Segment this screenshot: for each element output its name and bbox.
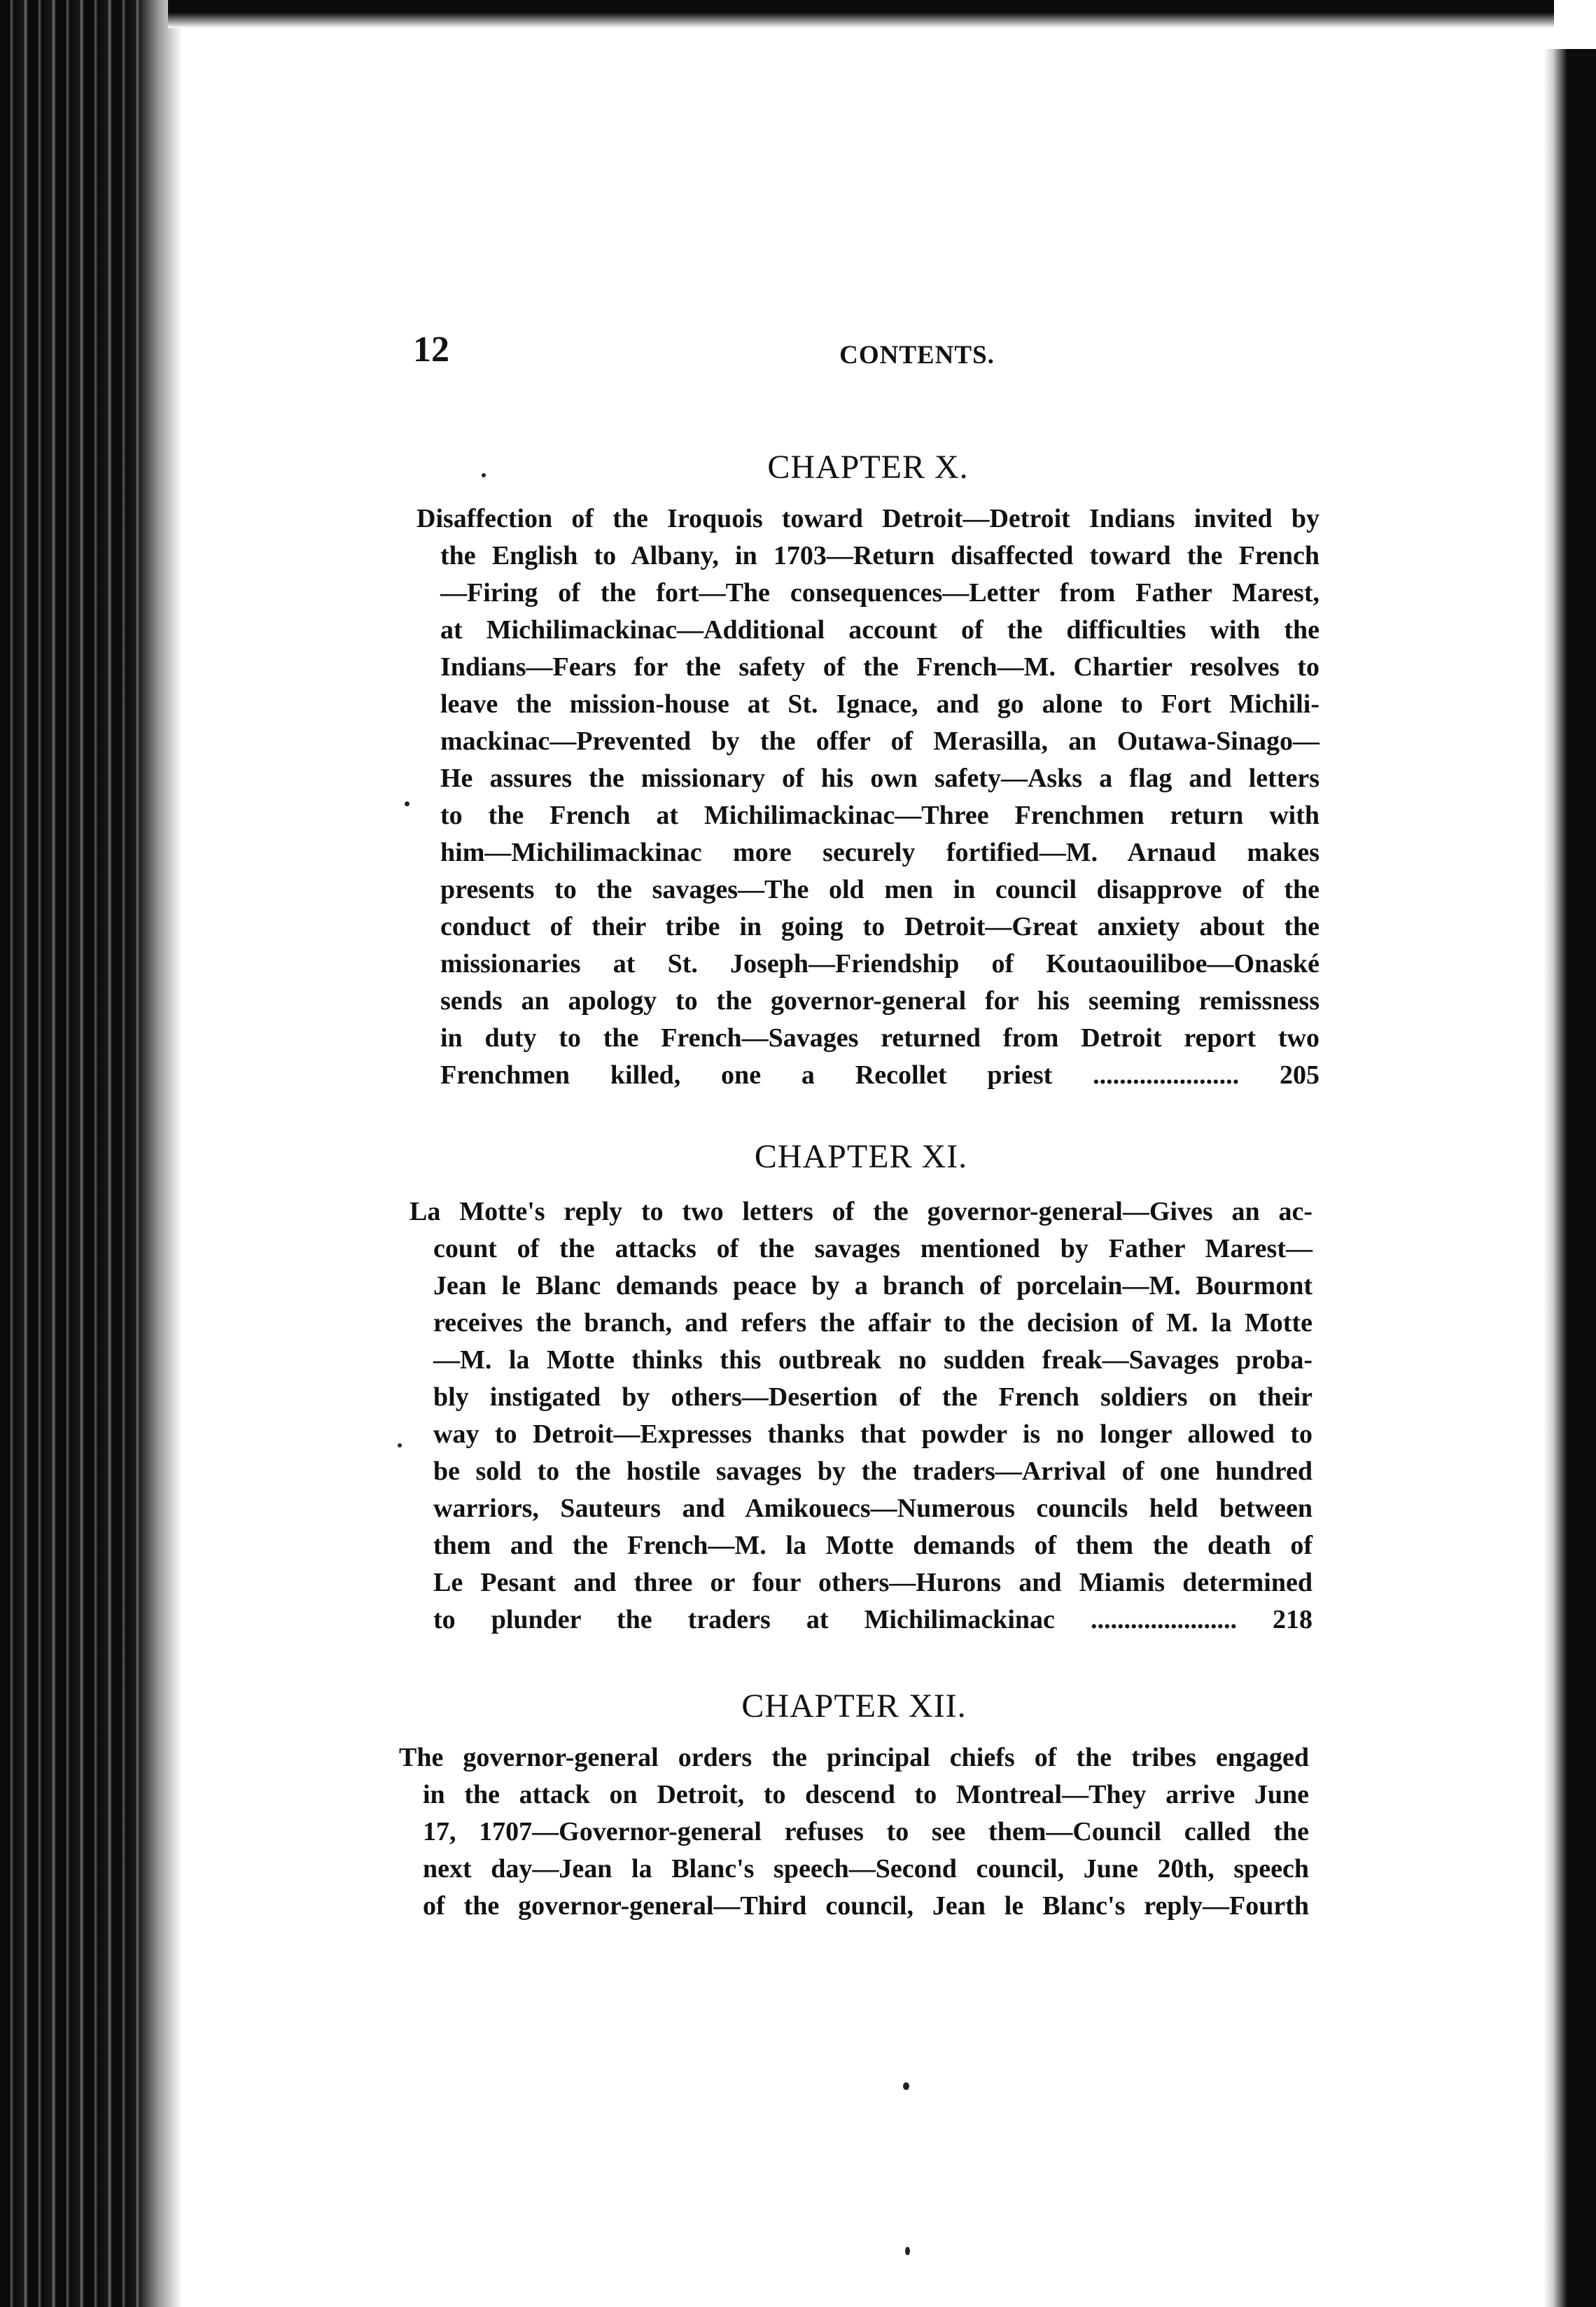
chapter-x-line: him—Michilimackinac more securely fortified—M. Arnaud makes xyxy=(440,838,1320,867)
chapter-x-line: Disaffection of the Iroquois toward Detroit—Detroit Indians invited by xyxy=(416,504,1320,533)
chapter-xi-last-text: to plunder the traders at Michilimackinac xyxy=(433,1605,1055,1634)
chapter-xii-line: next day—Jean la Blanc's speech—Second council, June 20th, speech xyxy=(423,1854,1309,1884)
scan-speck xyxy=(905,2247,910,2255)
chapter-x-line: conduct of their tribe in going to Detroit—Great anxiety about the xyxy=(440,912,1320,941)
chapter-xi-line: Jean le Blanc demands peace by a branch of porcelain—M. Bourmont xyxy=(433,1271,1312,1300)
scan-speck xyxy=(482,473,486,477)
chapter-xii-summary xyxy=(399,1739,1309,1925)
chapter-x-line: sends an apology to the governor-general for his seeming remissness xyxy=(440,986,1320,1016)
chapter-xi-line: receives the branch, and refers the affair to the decision of M. la Motte xyxy=(433,1308,1312,1338)
chapter-xi-line: them and the French—M. la Motte demands of them the death of xyxy=(433,1531,1312,1560)
chapter-xi-line: Le Pesant and three or four others—Hurons and Miamis determined xyxy=(433,1568,1312,1597)
chapter-x-line: Indians—Fears for the safety of the French—M. Chartier resolves to xyxy=(440,652,1320,682)
chapter-xii-line: in the attack on Detroit, to descend to Montreal—They arrive June xyxy=(423,1780,1309,1809)
chapter-xii-title: CHAPTER XII. xyxy=(741,1688,967,1725)
chapter-xi-line: —M. la Motte thinks this outbreak no sudden freak—Savages proba- xyxy=(433,1345,1312,1375)
chapter-x-line: at Michilimackinac—Additional account of the difficulties with the xyxy=(440,615,1320,645)
scan-speck xyxy=(398,1443,402,1447)
scan-speck xyxy=(903,2082,909,2090)
chapter-xi-title: CHAPTER XI. xyxy=(754,1138,968,1175)
chapter-x-line: mackinac—Prevented by the offer of Merasilla, an Outawa-Sinago— xyxy=(440,727,1320,756)
chapter-xi-line: La Motte's reply to two letters of the governor-general—Gives an ac- xyxy=(410,1197,1312,1226)
chapter-xi-page-ref: 218 xyxy=(1273,1605,1313,1634)
running-head xyxy=(413,329,1323,378)
dot-leader: ...................... xyxy=(1093,1060,1240,1090)
chapter-x-line: missionaries at St. Joseph—Friendship of Koutaouiliboe—Onaské xyxy=(440,949,1320,979)
chapter-x-final-line xyxy=(416,1057,1320,1094)
chapter-xi-line: way to Detroit—Expresses thanks that powder is no longer allowed to xyxy=(433,1419,1312,1449)
page-number: 12 xyxy=(413,330,449,370)
chapter-xi-summary xyxy=(410,1193,1312,1639)
running-title: CONTENTS. xyxy=(839,341,995,370)
chapter-x-line: in duty to the French—Savages returned from Detroit report two xyxy=(440,1023,1320,1053)
chapter-xi-line: warriors, Sauteurs and Amikouecs—Numerous councils held between xyxy=(433,1494,1312,1523)
chapter-x-line: —Firing of the fort—The consequences—Letter from Father Marest, xyxy=(440,578,1320,608)
chapter-x-title: CHAPTER X. xyxy=(767,449,969,486)
chapter-xi-final-line xyxy=(410,1601,1312,1639)
chapter-xi-line: count of the attacks of the savages mentioned by Father Marest— xyxy=(433,1234,1312,1263)
chapter-x-page-ref: 205 xyxy=(1280,1060,1320,1090)
chapter-xii-line: of the governor-general—Third council, Jean le Blanc's reply—Fourth xyxy=(423,1891,1309,1921)
chapter-xi-line: bly instigated by others—Desertion of the French soldiers on their xyxy=(433,1382,1312,1412)
chapter-xi-line: be sold to the hostile savages by the traders—Arrival of one hundred xyxy=(433,1457,1312,1486)
chapter-x-line: to the French at Michilimackinac—Three Frenchmen return with xyxy=(440,801,1320,830)
chapter-x-summary xyxy=(416,500,1320,1094)
chapter-x-line: the English to Albany, in 1703—Return disaffected toward the French xyxy=(440,541,1320,570)
chapter-x-last-text: Frenchmen killed, one a Recollet priest xyxy=(440,1060,1053,1090)
chapter-xii-line: 17, 1707—Governor-general refuses to see them—Council called the xyxy=(423,1817,1309,1846)
chapter-xii-line: The governor-general orders the principal chiefs of the tribes engaged xyxy=(399,1743,1309,1772)
dot-leader: ...................... xyxy=(1090,1605,1237,1634)
scan-speck xyxy=(405,801,410,806)
chapter-x-line: He assures the missionary of his own safety—Asks a flag and letters xyxy=(440,764,1320,793)
chapter-x-line: presents to the savages—The old men in council disapprove of the xyxy=(440,875,1320,904)
chapter-x-line: leave the mission-house at St. Ignace, and go alone to Fort Michili- xyxy=(440,689,1320,719)
